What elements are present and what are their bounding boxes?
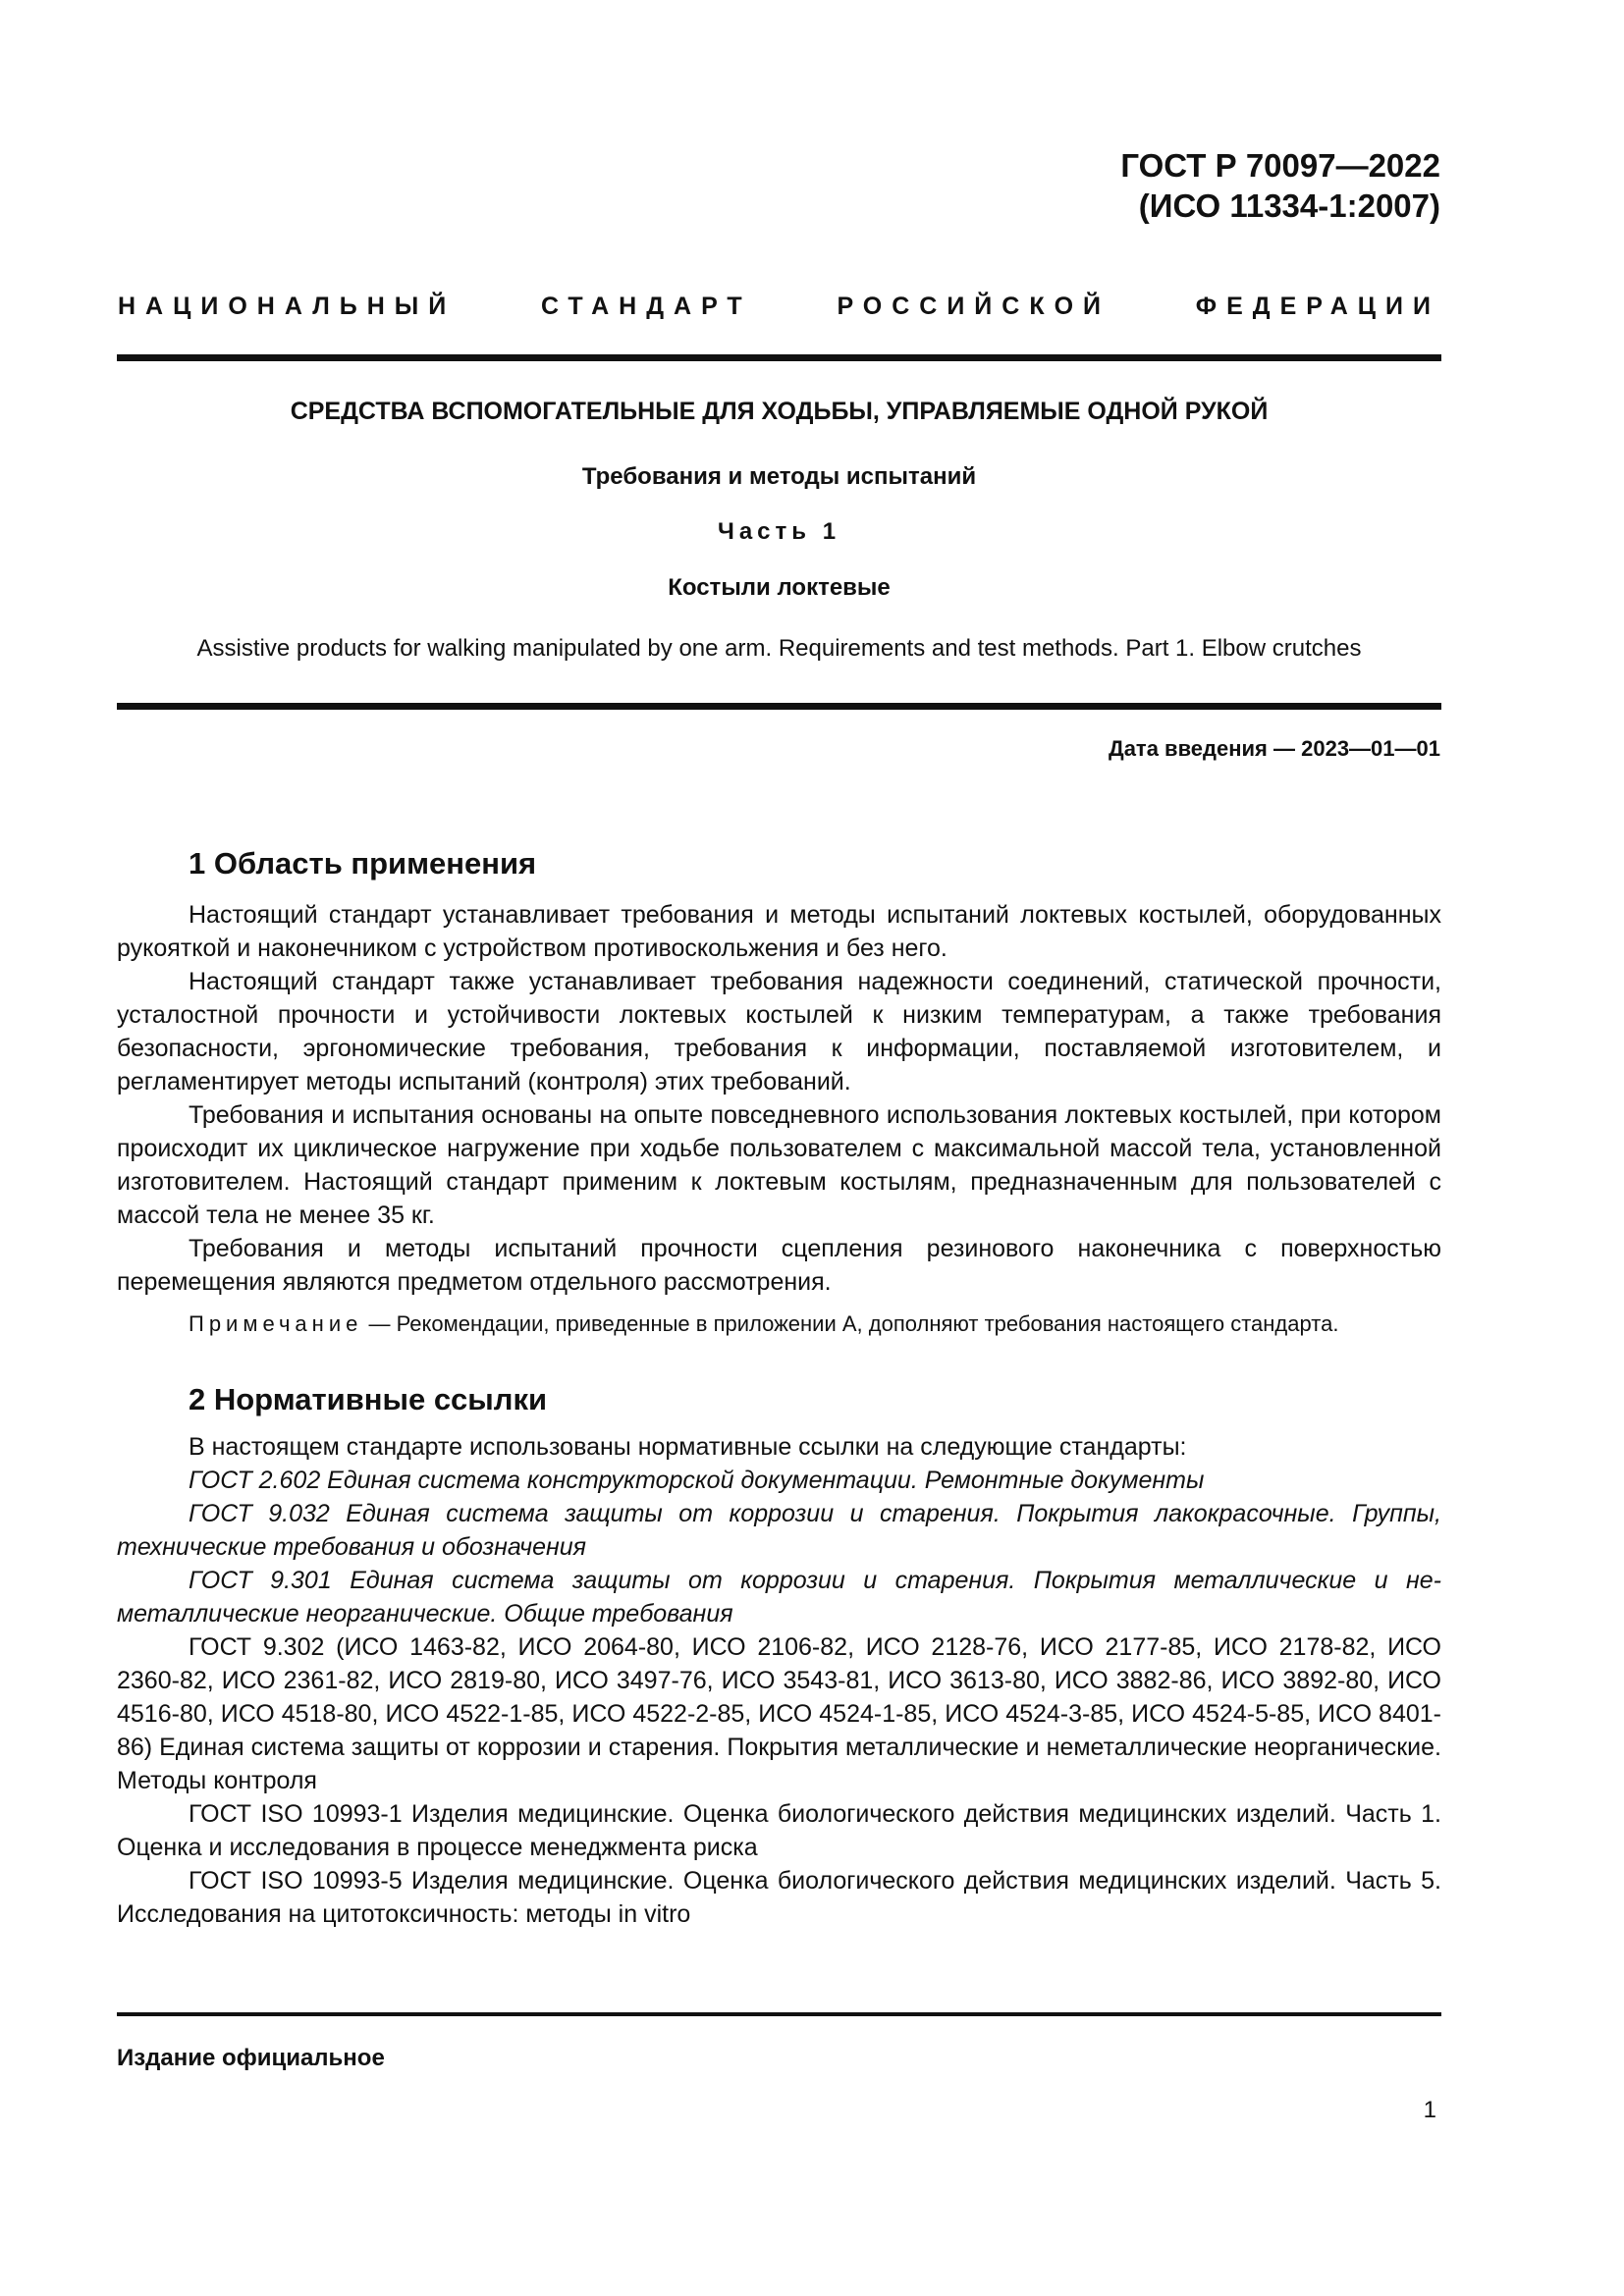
national-standard-banner: НАЦИОНАЛЬНЫЙ СТАНДАРТ РОССИЙСКОЙ ФЕДЕРАЦИИ bbox=[118, 293, 1440, 320]
footer-rule bbox=[117, 2012, 1441, 2016]
document-title: СРЕДСТВА ВСПОМОГАТЕЛЬНЫЕ ДЛЯ ХОДЬБЫ, УПРАВЛЯЕМЫЕ ОДНОЙ РУКОЙ bbox=[290, 398, 1269, 425]
reference-item: ГОСТ 9.032 Единая система защиты от коррозии и старения. Покрытия лакокрасочные. Группы, технические требования и обозначения bbox=[117, 1500, 1441, 1561]
page-number: 1 bbox=[1423, 2097, 1436, 2123]
introduction-date: Дата введения — 2023—01—01 bbox=[1109, 736, 1440, 761]
note-label: Примечание bbox=[189, 1311, 363, 1336]
references-intro: В настоящем стандарте использованы нормативные ссылки на следующие стандарты: bbox=[189, 1433, 1187, 1461]
document-part: Часть 1 bbox=[717, 518, 841, 545]
reference-item: ГОСТ ISO 10993-5 Изделия медицинские. Оценка биологического действия медицинских изделий. Часть 5. Исследования на цитотоксичность: методы in vitro bbox=[117, 1867, 1441, 1928]
paragraph: Настоящий стандарт также устанавливает требования надежности соединений, статической прочности, усталостной прочности и устойчивости локтевых костылей к низким температурам, а также требования безопасности, эргономические требования, требования к информации, поставляемой изготовителем, и регламентирует методы испытаний (контроля) этих требований. bbox=[117, 968, 1441, 1095]
paragraph: Требования и испытания основаны на опыте повседневного использования локтевых костылей, при котором происходит их циклическое нагружение при ходьбе пользователем с максимальной массой тела, установленной изготовителем. Настоящий стандарт применим к локтевым костылям, предназначенным для пользователей с массой тела не менее 35 кг. bbox=[117, 1101, 1441, 1229]
iso-equivalent: (ИСО 11334-1:2007) bbox=[1138, 187, 1440, 224]
document-part-title: Костыли локтевые bbox=[668, 574, 891, 601]
document-body bbox=[117, 839, 1441, 1931]
note bbox=[117, 1308, 1441, 1340]
title-rule bbox=[117, 703, 1441, 710]
reference-item: ГОСТ 9.301 Единая система защиты от коррозии и старения. Покрытия металлические и неметаллические неорганические. Общие требования bbox=[117, 1567, 1441, 1628]
document-subtitle: Требования и методы испытаний bbox=[581, 463, 977, 490]
official-edition: Издание официальное bbox=[117, 2045, 385, 2071]
section-heading: 2 Нормативные ссылки bbox=[189, 1382, 548, 1416]
note-text: — Рекомендации, приведенные в приложении А, дополняют требования настоящего стандарта. bbox=[362, 1311, 1339, 1336]
header-rule bbox=[117, 354, 1441, 361]
standard-number: ГОСТ Р 70097—2022 bbox=[1120, 147, 1440, 184]
reference-item: ГОСТ ISO 10993-1 Изделия медицинские. Оценка биологического действия медицинских изделий. Часть 1. Оценка и исследования в процессе менеджмента риска bbox=[117, 1800, 1441, 1861]
section-scope bbox=[117, 839, 1441, 1340]
section-heading: 1 Область применения bbox=[189, 846, 537, 881]
english-title: Assistive products for walking manipulated by one arm. Requirements and test methods. Part 1. Elbow crutches bbox=[196, 635, 1362, 662]
paragraph: Требования и методы испытаний прочности сцепления резинового наконечника с поверхностью перемещения являются предметом отдельного рассмотрения. bbox=[117, 1235, 1441, 1296]
reference-item: ГОСТ 2.602 Единая система конструкторской документации. Ремонтные документы bbox=[189, 1467, 1205, 1494]
section-normative-references bbox=[117, 1375, 1441, 1931]
document-code bbox=[1120, 145, 1440, 226]
reference-item: ГОСТ 9.302 (ИСО 1463-82, ИСО 2064-80, ИСО 2106-82, ИСО 2128-76, ИСО 2177-85, ИСО 2178-82, ИСО 2360-82, ИСО 2361-82, ИСО 2819-80, ИСО 3497-76, ИСО 3543-81, ИСО 3613-80, ИСО 3882-86, ИСО 3892-80, ИСО 4516-80, ИСО 4518-80, ИСО 4522-1-85, ИСО 4522-2-85, ИСО 4524-1-85, ИСО 4524-3-85, ИСО 4524-5-85, ИСО 8401-86) Единая система защиты от коррозии и старения. Покрытия металлические и неметаллические неорганические. Методы контроля bbox=[117, 1633, 1441, 1794]
paragraph: Настоящий стандарт устанавливает требования и методы испытаний локтевых костылей, оборудованных рукояткой и наконечником с устройством противоскольжения и без него. bbox=[117, 901, 1441, 962]
